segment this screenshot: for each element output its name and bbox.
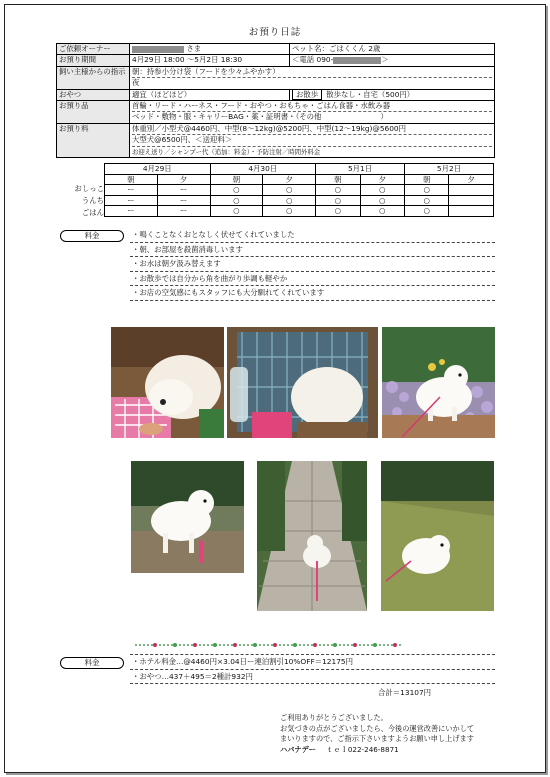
footer-line-3: まいりますので、ご指示下さいますようお願い申し上げます <box>280 734 474 743</box>
schedule-cell: ○ <box>360 195 404 206</box>
fee-cell <box>130 123 495 157</box>
schedule-cell: ー <box>105 185 158 196</box>
charges-lines <box>130 654 495 684</box>
schedule-cell: ー <box>105 195 158 206</box>
comments-pill: 料金 <box>60 230 124 242</box>
slot-evening: 夕 <box>263 174 316 185</box>
page-title: お預り日誌 <box>248 27 302 38</box>
schedule-row <box>105 206 494 217</box>
snack-value: 適宜（ほどほど） <box>130 89 290 100</box>
date-apr30: 4月30日 <box>210 164 316 175</box>
schedule-cell: ○ <box>360 185 404 196</box>
schedule-cell: ○ <box>263 195 316 206</box>
schedule-cell: ○ <box>210 185 263 196</box>
charges-pill: 料金 <box>60 657 124 669</box>
dog-on-path-photo <box>257 461 367 611</box>
floral-divider <box>135 641 403 649</box>
dog-standing-photo <box>131 461 244 573</box>
info-table <box>56 43 495 158</box>
instructions-cell <box>130 66 495 89</box>
schedule-body <box>105 185 494 217</box>
items-sub: ベッド・敷物・服・キャリーBAG・薬・証明書・（その他 ） <box>132 111 492 122</box>
comment-line: ・お水は朝夕汲み替えます <box>130 257 495 272</box>
shop-tel: ｔｅｌ022-246-8871 <box>326 744 399 754</box>
schedule-cell <box>449 185 494 196</box>
slot-morning: 朝 <box>105 174 158 185</box>
schedule-cell: ○ <box>316 185 360 196</box>
comment-line: ・お店の空気感にもスタッフにも大分馴れてくれています <box>130 286 495 301</box>
pee-label: おしっこ <box>74 184 104 193</box>
dog-on-grass-photo <box>381 461 494 611</box>
owner-cell <box>130 44 290 55</box>
phone-redacted <box>333 57 381 64</box>
schedule-cell: ー <box>157 206 210 217</box>
fee-label: お預り料 <box>57 123 130 157</box>
date-may1: 5月1日 <box>316 164 405 175</box>
phone-end: ＞ <box>381 55 389 65</box>
slot-evening: 夕 <box>360 174 404 185</box>
owner-label: ご依頼オーナー <box>57 44 130 55</box>
schedule-cell: ○ <box>210 206 263 217</box>
items-label: お預り品 <box>57 101 130 124</box>
schedule-cell: ○ <box>405 195 449 206</box>
comment-line: ・朝、お部屋を殺菌消毒しいます <box>130 243 495 258</box>
slot-evening: 夕 <box>157 174 210 185</box>
footer-line-1: ご利用ありがとうございました。 <box>280 713 388 722</box>
period-label: お預り期間 <box>57 55 130 66</box>
charge-line: ・ホテル料金…@4460円×3.04日ー連泊割引10%OFF＝12175円 <box>130 655 495 670</box>
footer-line-2: お気づきの点がございましたら、今後の運営改善にいかして <box>280 723 475 733</box>
footer-note <box>280 713 474 755</box>
schedule-cell: ○ <box>263 206 316 217</box>
schedule-cell <box>449 195 494 206</box>
slot-morning: 朝 <box>210 174 263 185</box>
walk-value: 散歩なし・自宅（500円） <box>326 89 415 99</box>
walk-label: お散歩 <box>292 89 322 100</box>
date-apr29: 4月29日 <box>105 164 211 175</box>
schedule-row <box>105 195 494 206</box>
dog-eating-photo <box>111 327 224 438</box>
dog-in-cage-photo <box>227 327 378 438</box>
phone-cell <box>290 55 495 66</box>
meal-label: ごはん <box>81 208 104 217</box>
schedule-cell: ー <box>105 206 158 217</box>
slot-evening: 夕 <box>449 174 494 185</box>
schedule-cell: ○ <box>316 206 360 217</box>
schedule-cell: ○ <box>210 195 263 206</box>
pet-name: ペット名：ごはくくん 2歳 <box>290 44 495 55</box>
owner-name-redacted <box>132 46 184 53</box>
phone-value: ＜電話 090- <box>292 55 334 65</box>
schedule-cell: ー <box>157 195 210 206</box>
comment-line: ・鳴くことなくおとなしく伏せてくれていました <box>130 228 495 243</box>
comments-lines <box>130 228 495 301</box>
schedule-cell: ー <box>157 185 210 196</box>
charge-line: ・おやつ…437＋495＝2種計932円 <box>130 670 495 685</box>
shop-name: ハバナデー <box>280 744 316 754</box>
instructions-sub: 夜 <box>132 77 492 88</box>
schedule-cell: ○ <box>405 206 449 217</box>
schedule-cell: ○ <box>360 206 404 217</box>
period-value: 4月29日 18:00 〜5月2日 18:30 <box>130 55 290 66</box>
walk-cell <box>290 89 495 100</box>
slot-morning: 朝 <box>405 174 449 185</box>
snack-label: おやつ <box>57 89 130 100</box>
fee-line-1: 体重別／小型犬@4460円、中型(8〜12kg)@5200円、中型(12〜19kg)@5600円 <box>132 123 407 133</box>
fee-line-2: 大型犬@6500円、＜送迎料＞ <box>132 134 492 145</box>
charges-total: 合計＝13107円 <box>378 688 432 697</box>
schedule-cell: ○ <box>263 185 316 196</box>
schedule-cell: ○ <box>405 185 449 196</box>
schedule-cell: ○ <box>316 195 360 206</box>
comment-line: ・お散歩では自分から角を曲がり歩調も軽やか <box>130 272 495 287</box>
schedule-row <box>105 185 494 196</box>
items-cell <box>130 101 495 124</box>
instructions-label: 飼い主様からの指示 <box>57 66 130 89</box>
items-value: 首輪・リード・ハーネス・フード・おやつ・おもちゃ・ごはん食器・水飲み器 <box>132 101 391 111</box>
schedule-cell <box>449 206 494 217</box>
dog-on-flowers-photo <box>382 327 495 438</box>
schedule-table <box>104 163 494 217</box>
instructions-value: 朝：持参小分け袋（フードを少々ふやかす） <box>132 66 280 76</box>
date-may2: 5月2日 <box>405 164 494 175</box>
slot-morning: 朝 <box>316 174 360 185</box>
fee-line-3: お迎え送り／シャンプー代（追加：料金）・予防注射／時間外料金 <box>132 146 492 157</box>
footer-contact <box>280 745 474 756</box>
poop-label: うんち <box>81 196 104 205</box>
owner-suffix: さま <box>186 44 202 53</box>
